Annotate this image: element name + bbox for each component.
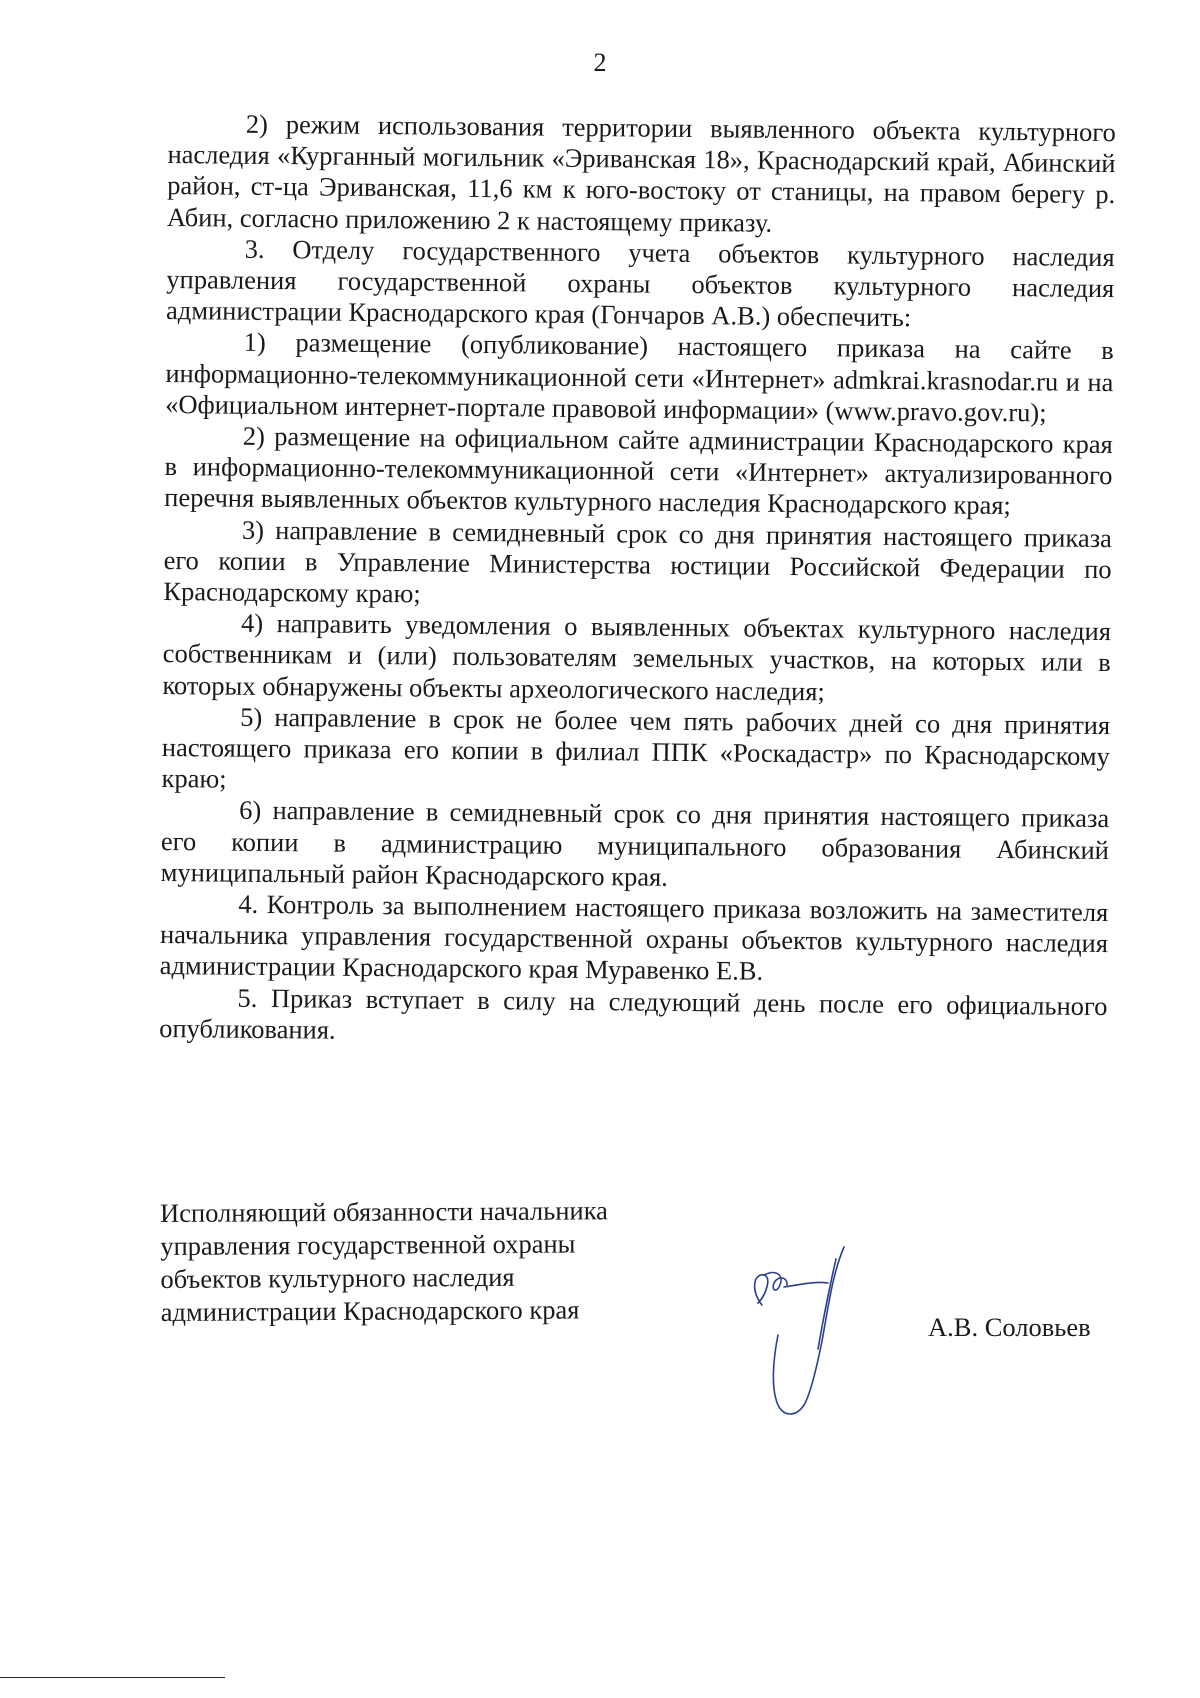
document-body (159, 108, 1116, 1053)
signatory-position (160, 1194, 609, 1329)
footnote-divider (0, 1677, 225, 1678)
paragraph-item-3: 3. Отделу государственного учета объектов культурного наследия управления государственной охраны объектов культурного наследия администрации Краснодарского края (Гончаров А.В.) обеспечить: (165, 233, 1115, 333)
position-line: Исполняющий обязанности начальника (160, 1195, 608, 1228)
paragraph-3-1-publication: 1) размещение (опубликование) настоящего приказа на сайте в информационно-телекоммуникационной сети «Интернет» admkrai.krasnodar.ru и на «Официальном интернет-портале правовой информации» (www.pravo.gov.ru); (165, 327, 1114, 428)
paragraph-3-5-cadastre-copy: 5) направление в срок не более чем пять рабочих дней со дня принятия настоящего приказа его копии в филиал ППК «Роскадастр» по Краснодарскому краю; (161, 701, 1111, 794)
paragraph-3-2-list-update: 2) размещение на официальном сайте администрации Краснодарского края в информационно-телекоммуникационной сети «Интернет» актуализированного перечня выявленных объектов культурного наследия Краснодарского края; (164, 420, 1113, 521)
paragraph-3-6-municipality-copy: 6) направление в семидневный срок со дня принятия настоящего приказа его копии в администрацию муниципального образования Абинский муниципальный район Краснодарского края. (160, 795, 1110, 892)
page-number: 2 (593, 48, 607, 77)
paragraph-item-4-control: 4. Контроль за выполнением настоящего приказа возложить на заместителя начальника управления государственной охраны объектов культурного наследия администрации Краснодарского края Муравенко Е.В. (159, 888, 1109, 987)
handwritten-signature (740, 1245, 865, 1420)
position-line: объектов культурного наследия (160, 1261, 515, 1294)
signatory-name: А.В. Соловьев (928, 1312, 1091, 1342)
paragraph-3-4-notifications: 4) направить уведомления о выявленных объектах культурного наследия собственникам и (или) пользователям земельных участков, на которых или в которых обнаружены объекты археологического наследия; (162, 607, 1112, 706)
paragraph-usage-regime: 2) режим использования территории выявленного объекта культурного наследия «Курганный могильник «Эриванская 18», Краснодарский край, Абинский район, ст-ца Эриванская, 11,6 км к юго-востоку от станицы, на правом берегу р. Абин, согласно приложению 2 к настоящему приказу. (166, 108, 1116, 238)
paragraph-3-3-ministry-copy: 3) направление в семидневный срок со дня принятия настоящего приказа его копии в Управление Министерства юстиции Российской Федерации по Краснодарскому краю; (163, 514, 1113, 609)
position-line: управления государственной охраны (160, 1228, 576, 1261)
position-line: администрации Краснодарского края (160, 1294, 580, 1327)
paragraph-item-5-effect: 5. Приказ вступает в силу на следующий день после его официального опубликования. (159, 982, 1108, 1045)
